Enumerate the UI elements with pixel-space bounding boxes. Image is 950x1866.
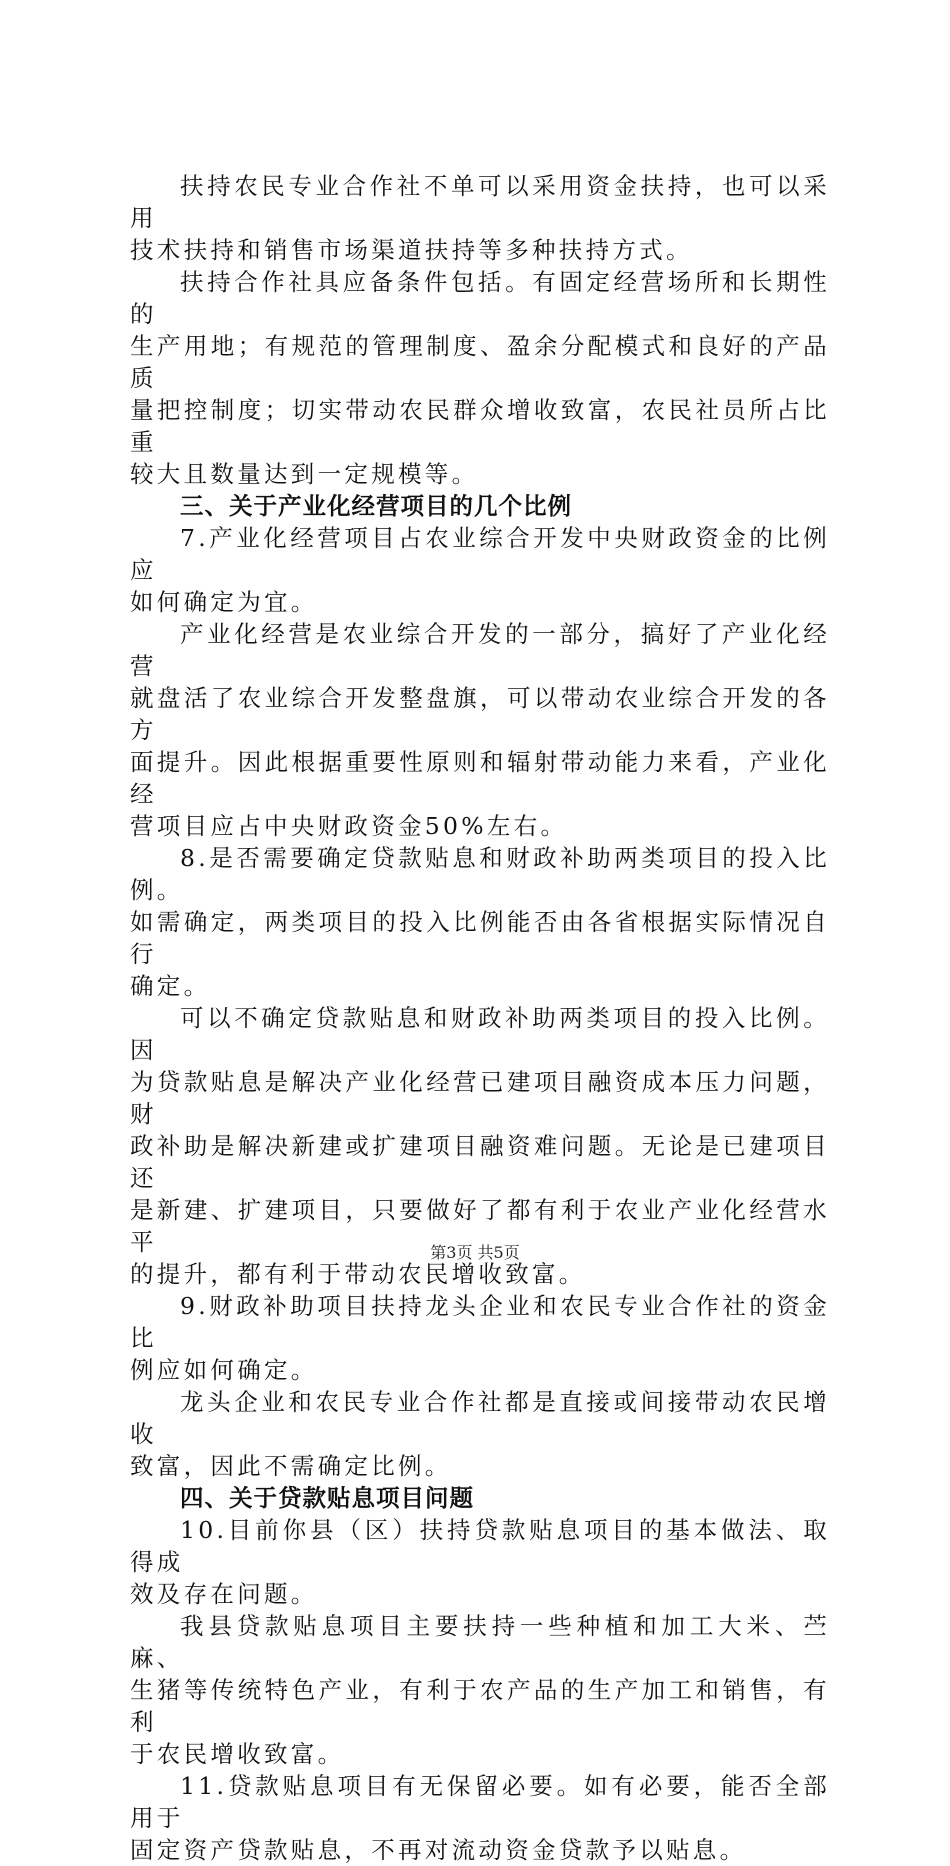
paragraph-2: 扶持合作社具应备条件包括。有固定经营场所和长期性的 生产用地；有规范的管理制度、盈余分配模式和良好的产品质 量把控制度；切实带动农民群众增收致富，农民社员所占比重 较大且数量达到一定规模等。: [130, 268, 830, 488]
answer-8: 可以不确定贷款贴息和财政补助两类项目的投入比例。因 为贷款贴息是解决产业化经营已建项目融资成本压力问题，财 政补助是解决新建或扩建项目融资难问题。无论是已建项目还 是新建、扩建项目，只要做好了都有利于农业产业化经营水平 的提升，都有利于带动农民增收致富。: [130, 1004, 830, 1288]
question-8: 8.是否需要确定贷款贴息和财政补助两类项目的投入比例。 如需确定，两类项目的投入比例能否由各省根据实际情况自行 确定。: [130, 844, 830, 1000]
page-number-footer: 第3页 共5页: [430, 1243, 520, 1262]
paragraph-1: 扶持农民专业合作社不单可以采用资金扶持，也可以采用 技术扶持和销售市场渠道扶持等多种扶持方式。: [130, 172, 830, 264]
question-7: 7.产业化经营项目占农业综合开发中央财政资金的比例应 如何确定为宜。: [130, 524, 830, 616]
answer-10: 我县贷款贴息项目主要扶持一些种植和加工大米、苎麻、 生猪等传统特色产业，有利于农产品的生产加工和销售，有利 于农民增收致富。: [130, 1612, 830, 1768]
question-10: 10.目前你县（区）扶持贷款贴息项目的基本做法、取得成 效及存在问题。: [130, 1516, 830, 1608]
section-heading-4: 四、关于贷款贴息项目问题: [180, 1484, 474, 1512]
question-9: 9.财政补助项目扶持龙头企业和农民专业合作社的资金比 例应如何确定。: [130, 1292, 830, 1384]
answer-9: 龙头企业和农民专业合作社都是直接或间接带动农民增收 致富，因此不需确定比例。: [130, 1388, 830, 1480]
document-body: [130, 170, 830, 1866]
answer-7: 产业化经营是农业综合开发的一部分，搞好了产业化经营 就盘活了农业综合开发整盘旗，可以带动农业综合开发的各方 面提升。因此根据重要性原则和辐射带动能力来看，产业化经 营项目应占中央财政资金50%左右。: [130, 620, 830, 840]
section-heading-3: 三、关于产业化经营项目的几个比例: [180, 492, 572, 520]
question-11: 11.贷款贴息项目有无保留必要。如有必要，能否全部用于 固定资产贷款贴息，不再对流动资金贷款予以贴息。: [130, 1772, 830, 1864]
